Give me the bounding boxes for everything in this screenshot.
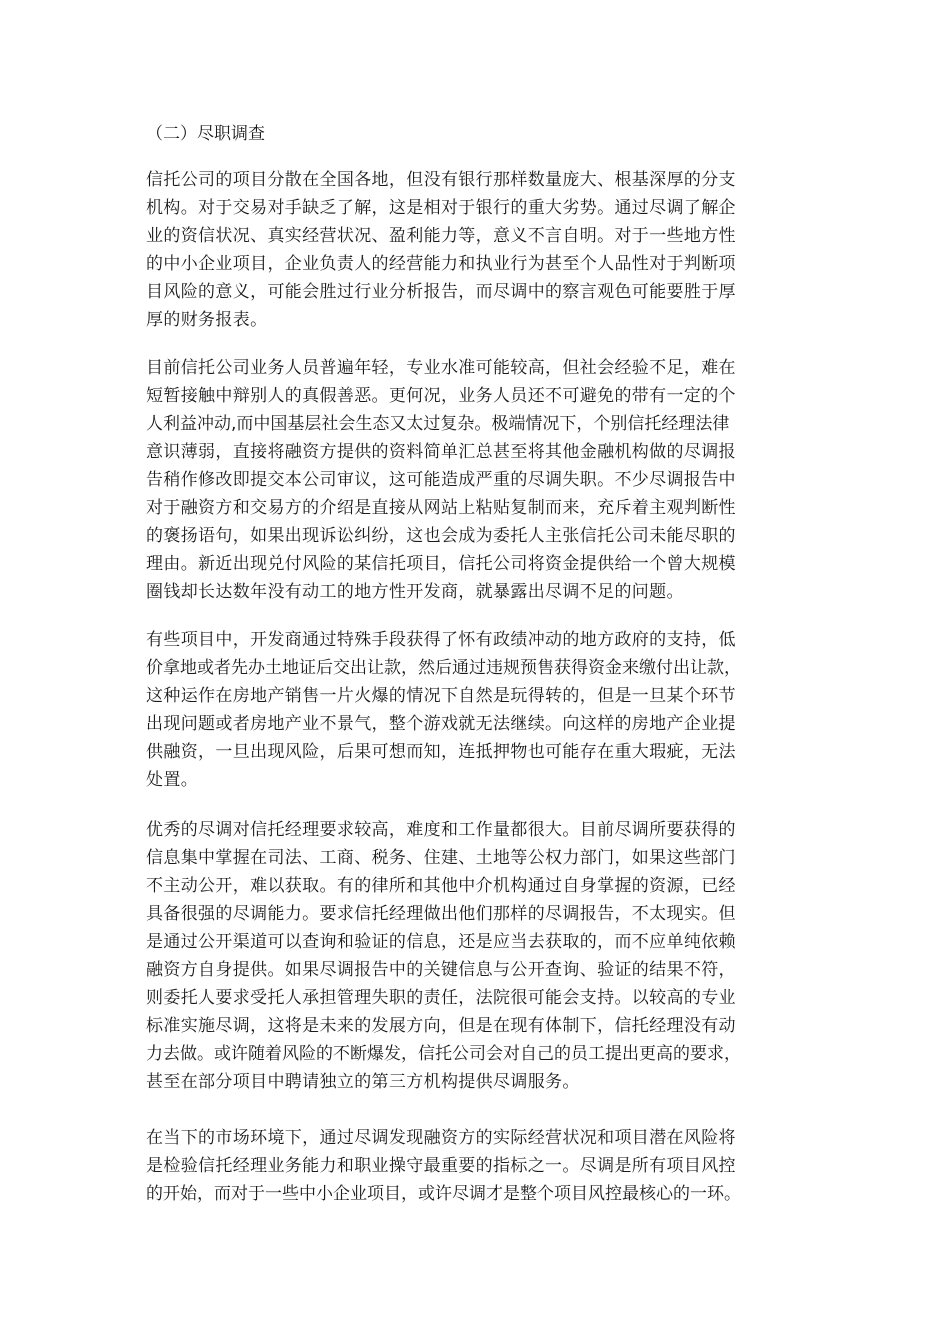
section-heading: （二）尽职调查 (146, 124, 265, 144)
text-line: 告稍作修改即提交本公司审议，这可能造成严重的尽调失职。不少尽调报告中 (146, 470, 736, 490)
text-line: 圈钱却长达数年没有动工的地方性开发商，就暴露出尽调不足的问题。 (146, 582, 684, 602)
text-line: 不主动公开，难以获取。有的律所和其他中介机构通过自身掌握的资源，已经 (146, 876, 736, 896)
text-line: 这种运作在房地产销售一片火爆的情况下自然是玩得转的，但是一旦某个环节 (146, 686, 736, 706)
text-line: 是检验信托经理业务能力和职业操守最重要的指标之一。尽调是所有项目风控 (146, 1156, 736, 1176)
text-line: 对于融资方和交易方的介绍是直接从网站上粘贴复制而来，充斥着主观判断性 (146, 498, 736, 518)
paragraph-2 (146, 354, 814, 606)
text-line: 的中小企业项目，企业负责人的经营能力和执业行为甚至个人品性对于判断项 (146, 254, 736, 274)
paragraph-4 (146, 816, 814, 1096)
text-line: 信托公司的项目分散在全国各地，但没有银行那样数量庞大、根基深厚的分支 (146, 170, 736, 190)
text-line: 是通过公开渠道可以查询和验证的信息，还是应当去获取的，而不应单纯依赖 (146, 932, 736, 952)
text-line: 理由。新近出现兑付风险的某信托项目，信托公司将资金提供给一个曾大规模 (146, 554, 736, 574)
paragraph-3 (146, 626, 814, 794)
text-line: 力去做。或许随着风险的不断爆发，信托公司会对自己的员工提出更高的要求， (146, 1044, 741, 1064)
text-line: 出现问题或者房地产业不景气，整个游戏就无法继续。向这样的房地产企业提 (146, 714, 736, 734)
text-line: 在当下的市场环境下，通过尽调发现融资方的实际经营状况和项目潜在风险将 (146, 1128, 736, 1148)
text-line: 目风险的意义，可能会胜过行业分析报告，而尽调中的察言观色可能要胜于厚 (146, 282, 736, 302)
text-line: 短暂接触中辩别人的真假善恶。更何况，业务人员还不可避免的带有一定的个 (146, 386, 736, 406)
text-line: 标准实施尽调，这将是未来的发展方向，但是在现有体制下，信托经理没有动 (146, 1016, 736, 1036)
text-line: 处置。 (146, 770, 199, 790)
text-line: 融资方自身提供。如果尽调报告中的关键信息与公开查询、验证的结果不符， (146, 960, 736, 980)
text-line: 优秀的尽调对信托经理要求较高，难度和工作量都很大。目前尽调所要获得的 (146, 820, 736, 840)
text-line: 人利益冲动,而中国基层社会生态又太过复杂。极端情况下，个别信托经理法律 (146, 414, 730, 434)
paragraph-1 (146, 166, 814, 334)
text-line: 机构。对于交易对手缺乏了解，这是相对于银行的重大劣势。通过尽调了解企 (146, 198, 736, 218)
text-line: 厚的财务报表。 (146, 310, 268, 330)
text-line: 的开始，而对于一些中小企业项目，或许尽调才是整个项目风控最核心的一环。 (146, 1184, 741, 1204)
text-line: 具备很强的尽调能力。要求信托经理做出他们那样的尽调报告，不太现实。但 (146, 904, 736, 924)
paragraph-5 (146, 1124, 814, 1208)
text-line: 意识薄弱，直接将融资方提供的资料简单汇总甚至将其他金融机构做的尽调报 (146, 442, 736, 462)
text-line: 信息集中掌握在司法、工商、税务、住建、土地等公权力部门，如果这些部门 (146, 848, 736, 868)
text-line: 则委托人要求受托人承担管理失职的责任，法院很可能会支持。以较高的专业 (146, 988, 736, 1008)
text-line: 业的资信状况、真实经营状况、盈利能力等，意义不言自明。对于一些地方性 (146, 226, 736, 246)
text-line: 价拿地或者先办土地证后交出让款，然后通过违规预售获得资金来缴付出让款， (146, 658, 741, 678)
text-line: 甚至在部分项目中聘请独立的第三方机构提供尽调服务。 (146, 1072, 580, 1092)
text-line: 供融资，一旦出现风险，后果可想而知，连抵押物也可能存在重大瑕疵，无法 (146, 742, 736, 762)
text-line: 的褒扬语句，如果出现诉讼纠纷，这也会成为委托人主张信托公司未能尽职的 (146, 526, 736, 546)
text-line: 有些项目中，开发商通过特殊手段获得了怀有政绩冲动的地方政府的支持，低 (146, 630, 736, 650)
text-line: 目前信托公司业务人员普遍年轻，专业水准可能较高，但社会经验不足，难在 (146, 358, 736, 378)
